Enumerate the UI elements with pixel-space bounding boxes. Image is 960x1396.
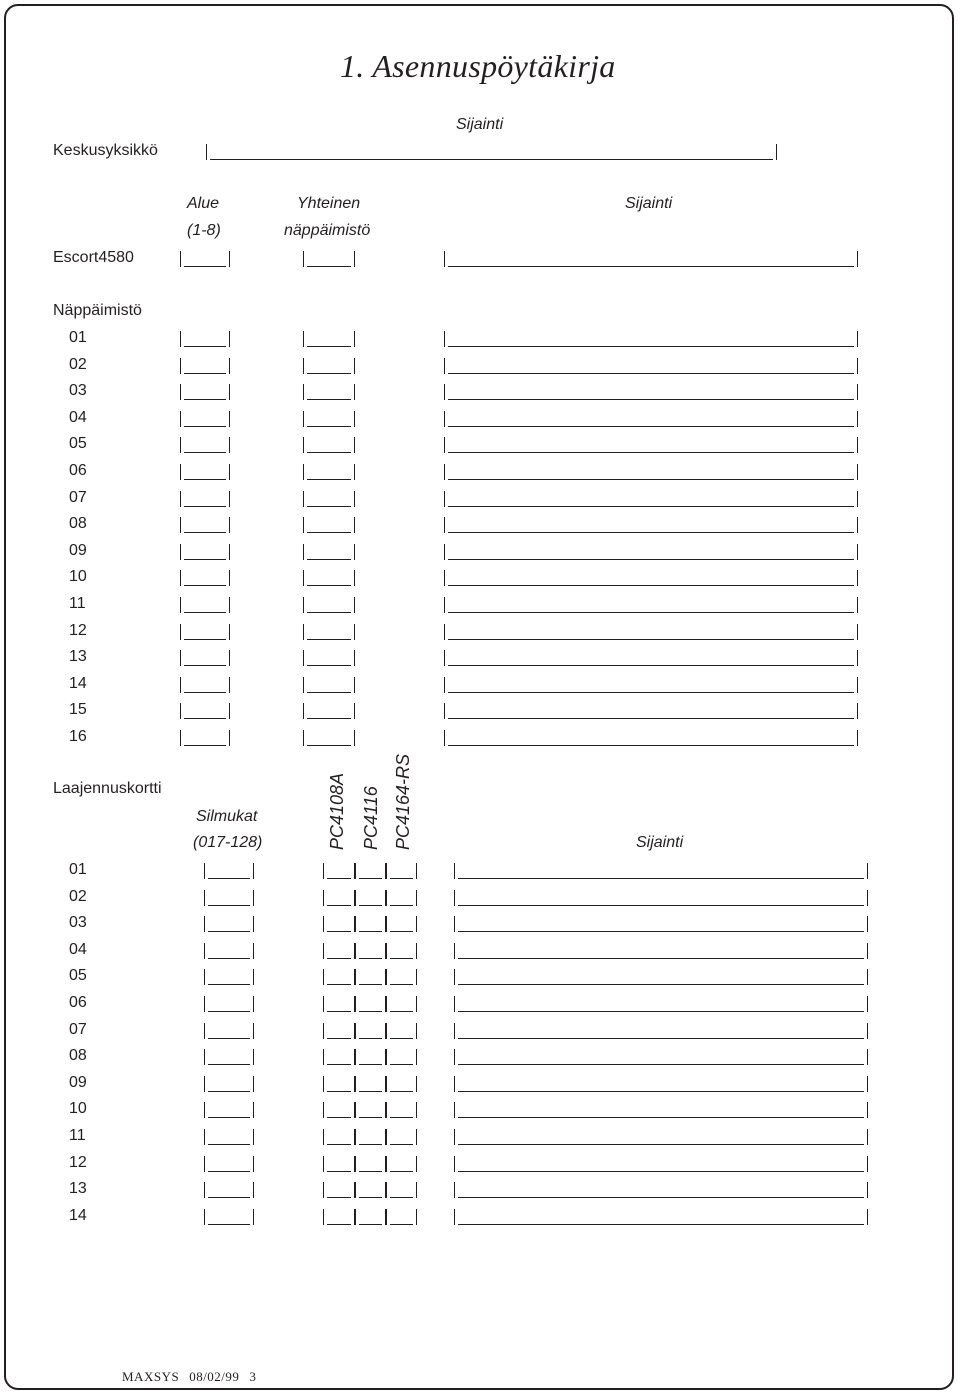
area-header: Alue (187, 195, 220, 212)
keypad-common-field[interactable] (303, 677, 355, 693)
keypad-common-field[interactable] (303, 730, 355, 746)
keypad-area-field[interactable] (180, 624, 230, 640)
pc4116-checkbox[interactable] (355, 943, 386, 959)
pc4164rs-checkbox[interactable] (386, 996, 417, 1012)
expansion-row-number: 06 (69, 994, 87, 1011)
pc4116-checkbox[interactable] (355, 1023, 386, 1039)
keypad-location-field[interactable] (444, 544, 858, 560)
expansion-location-field[interactable] (454, 969, 868, 985)
keypad-location-field[interactable] (444, 730, 858, 746)
keypad-area-field[interactable] (180, 491, 230, 507)
keypad-location-field[interactable] (444, 624, 858, 640)
keypad-row-number: 08 (69, 515, 87, 533)
expansion-row-number: 11 (69, 1127, 86, 1144)
expansion-row-number: 05 (69, 967, 87, 985)
keypad-area-field[interactable] (180, 677, 230, 693)
keypads-label: Näppäimistö (53, 302, 142, 319)
expansion-location-field[interactable] (454, 1049, 868, 1065)
keypad-location-field[interactable] (444, 358, 858, 374)
keypad-common-field[interactable] (303, 411, 355, 427)
keypad-location-field[interactable] (444, 411, 858, 427)
keypad-area-field[interactable] (180, 570, 230, 586)
pc4164rs-checkbox[interactable] (386, 1076, 417, 1092)
keypad-common-field[interactable] (303, 650, 355, 666)
keypad-area-field[interactable] (180, 437, 230, 453)
expansion-location-field[interactable] (454, 863, 868, 879)
keypad-location-field[interactable] (444, 703, 858, 719)
keypad-row-number: 07 (69, 488, 87, 506)
keypad-area-field[interactable] (180, 597, 230, 613)
expansion-zones-field[interactable] (204, 943, 254, 959)
pc4116-checkbox[interactable] (355, 969, 386, 985)
expansion-row-number: 13 (69, 1180, 87, 1198)
pc4164rs-checkbox[interactable] (386, 1156, 417, 1172)
keypad-area-field[interactable] (180, 544, 230, 560)
pc4116-checkbox[interactable] (355, 1129, 386, 1145)
keypad-common-field[interactable] (303, 517, 355, 533)
pc4116-checkbox[interactable] (355, 1156, 386, 1172)
escort-location-field[interactable] (444, 251, 858, 267)
expansion-zones-field[interactable] (204, 1156, 254, 1172)
pc4108a-checkbox[interactable] (323, 1023, 355, 1039)
pc4108a-checkbox[interactable] (323, 890, 355, 906)
common-keypad-header-2: näppäimistö (284, 222, 371, 239)
keypad-common-field[interactable] (303, 624, 355, 640)
footer (122, 1369, 266, 1385)
keypad-location-field[interactable] (444, 597, 858, 613)
expansion-row-number: 02 (69, 887, 87, 905)
expansion-location-field[interactable] (454, 1182, 868, 1198)
expansion-zones-field[interactable] (204, 1049, 254, 1065)
keypad-area-field[interactable] (180, 464, 230, 480)
pc4108a-checkbox[interactable] (323, 1156, 355, 1172)
pc4116-checkbox[interactable] (355, 996, 386, 1012)
pc4116-checkbox[interactable] (355, 890, 386, 906)
pc4164rs-checkbox[interactable] (386, 969, 417, 985)
escort-location-header: Sijainti (625, 195, 673, 212)
expansion-location-field[interactable] (454, 1102, 868, 1118)
expansion-zones-field[interactable] (204, 1102, 254, 1118)
pc4108a-checkbox[interactable] (323, 1049, 355, 1065)
zones-range: (017-128) (193, 834, 263, 851)
keypad-location-field[interactable] (444, 517, 858, 533)
pc4164rs-checkbox[interactable] (386, 916, 417, 932)
expansion-label: Laajennuskortti (53, 780, 162, 797)
pc4116-checkbox[interactable] (355, 1049, 386, 1065)
expansion-location-field[interactable] (454, 1209, 868, 1225)
area-range: (1-8) (187, 222, 221, 239)
keypad-row-number: 03 (69, 382, 87, 400)
keypad-row-number: 11 (69, 595, 86, 612)
keypad-location-field[interactable] (444, 570, 858, 586)
pc4108a-checkbox[interactable] (323, 996, 355, 1012)
central-location-field[interactable] (206, 144, 777, 160)
keypad-location-field[interactable] (444, 331, 858, 347)
keypad-row-number: 04 (69, 408, 87, 426)
expansion-zones-field[interactable] (204, 1129, 254, 1145)
central-unit-label: Keskusyksikkö (53, 142, 158, 159)
pc4164rs-checkbox[interactable] (386, 1023, 417, 1039)
expansion-row-number: 14 (69, 1206, 87, 1224)
keypad-row-number: 01 (69, 329, 87, 346)
pc4116-checkbox[interactable] (355, 1076, 386, 1092)
keypad-row-number: 13 (69, 648, 87, 666)
keypad-area-field[interactable] (180, 331, 230, 347)
keypad-area-field[interactable] (180, 384, 230, 400)
keypad-common-field[interactable] (303, 570, 355, 586)
keypad-common-field[interactable] (303, 544, 355, 560)
expansion-location-field[interactable] (454, 890, 868, 906)
expansion-location-field[interactable] (454, 1076, 868, 1092)
footer-page: 3 (249, 1369, 257, 1384)
keypad-row-number: 02 (69, 355, 87, 373)
keypad-row-number: 15 (69, 701, 87, 719)
central-location-header: Sijainti (456, 116, 504, 133)
pc4164rs-checkbox[interactable] (386, 1049, 417, 1065)
expansion-row-number: 10 (69, 1100, 87, 1118)
keypad-common-field[interactable] (303, 331, 355, 347)
expansion-row-number: 09 (69, 1073, 87, 1091)
expansion-location-field[interactable] (454, 1156, 868, 1172)
expansion-row-number: 12 (69, 1153, 87, 1171)
page-title: 1. Asennuspöytäkirja (340, 48, 616, 84)
pc4164rs-checkbox[interactable] (386, 1182, 417, 1198)
keypad-area-field[interactable] (180, 650, 230, 666)
footer-date: 08/02/99 (189, 1369, 240, 1384)
pc4108a-checkbox[interactable] (323, 1102, 355, 1118)
model-header-pc4108a: PC4108A (327, 772, 347, 850)
expansion-row-number: 04 (69, 940, 87, 958)
keypad-common-field[interactable] (303, 703, 355, 719)
footer-product: MAXSYS (122, 1369, 180, 1384)
escort-label: Escort4580 (53, 249, 134, 266)
pc4164rs-checkbox[interactable] (386, 890, 417, 906)
keypad-common-field[interactable] (303, 464, 355, 480)
pc4108a-checkbox[interactable] (323, 1209, 355, 1225)
pc4164rs-checkbox[interactable] (386, 863, 417, 879)
keypad-area-field[interactable] (180, 517, 230, 533)
keypad-common-field[interactable] (303, 437, 355, 453)
pc4116-checkbox[interactable] (355, 863, 386, 879)
model-header-pc4116: PC4116 (361, 786, 381, 850)
keypad-row-number: 06 (69, 462, 87, 479)
pc4164rs-checkbox[interactable] (386, 1209, 417, 1225)
keypad-common-field[interactable] (303, 384, 355, 400)
pc4116-checkbox[interactable] (355, 916, 386, 932)
pc4116-checkbox[interactable] (355, 1102, 386, 1118)
keypad-location-field[interactable] (444, 650, 858, 666)
expansion-location-field[interactable] (454, 1023, 868, 1039)
keypad-area-field[interactable] (180, 358, 230, 374)
pc4108a-checkbox[interactable] (323, 1129, 355, 1145)
expansion-row-number: 01 (69, 861, 87, 878)
expansion-zones-field[interactable] (204, 1209, 254, 1225)
keypad-location-field[interactable] (444, 491, 858, 507)
pc4108a-checkbox[interactable] (323, 1182, 355, 1198)
common-keypad-header: Yhteinen (297, 195, 361, 212)
pc4116-checkbox[interactable] (355, 1209, 386, 1225)
keypad-area-field[interactable] (180, 730, 230, 746)
pc4108a-checkbox[interactable] (323, 943, 355, 959)
escort-common-field[interactable] (303, 251, 355, 267)
expansion-zones-field[interactable] (204, 996, 254, 1012)
expansion-zones-field[interactable] (204, 890, 254, 906)
keypad-area-field[interactable] (180, 703, 230, 719)
expansion-zones-field[interactable] (204, 1076, 254, 1092)
expansion-location-field[interactable] (454, 916, 868, 932)
keypad-area-field[interactable] (180, 411, 230, 427)
pc4108a-checkbox[interactable] (323, 916, 355, 932)
model-header-pc4164rs: PC4164-RS (393, 753, 413, 850)
keypad-row-number: 16 (69, 728, 87, 745)
keypad-row-number: 05 (69, 435, 87, 453)
expansion-location-field[interactable] (454, 943, 868, 959)
pc4108a-checkbox[interactable] (323, 1076, 355, 1092)
expansion-location-field[interactable] (454, 1129, 868, 1145)
pc4108a-checkbox[interactable] (323, 969, 355, 985)
keypad-row-number: 10 (69, 568, 87, 586)
expansion-row-number: 08 (69, 1047, 87, 1065)
zones-header: Silmukat (196, 808, 258, 825)
escort-area-field[interactable] (180, 251, 230, 267)
expansion-zones-field[interactable] (204, 969, 254, 985)
expansion-zones-field[interactable] (204, 1182, 254, 1198)
expansion-zones-field[interactable] (204, 916, 254, 932)
expansion-zones-field[interactable] (204, 1023, 254, 1039)
expansion-location-header: Sijainti (636, 834, 684, 851)
pc4116-checkbox[interactable] (355, 1182, 386, 1198)
keypad-row-number: 14 (69, 674, 87, 692)
keypad-common-field[interactable] (303, 491, 355, 507)
keypad-common-field[interactable] (303, 597, 355, 613)
keypad-location-field[interactable] (444, 677, 858, 693)
expansion-row-number: 03 (69, 914, 87, 932)
keypad-row-number: 12 (69, 621, 87, 639)
expansion-row-number: 07 (69, 1020, 87, 1038)
keypad-location-field[interactable] (444, 437, 858, 453)
keypad-location-field[interactable] (444, 384, 858, 400)
pc4164rs-checkbox[interactable] (386, 1102, 417, 1118)
keypad-location-field[interactable] (444, 464, 858, 480)
keypad-common-field[interactable] (303, 358, 355, 374)
keypad-row-number: 09 (69, 541, 87, 559)
expansion-zones-field[interactable] (204, 863, 254, 879)
expansion-location-field[interactable] (454, 996, 868, 1012)
pc4164rs-checkbox[interactable] (386, 943, 417, 959)
pc4108a-checkbox[interactable] (323, 863, 355, 879)
pc4164rs-checkbox[interactable] (386, 1129, 417, 1145)
